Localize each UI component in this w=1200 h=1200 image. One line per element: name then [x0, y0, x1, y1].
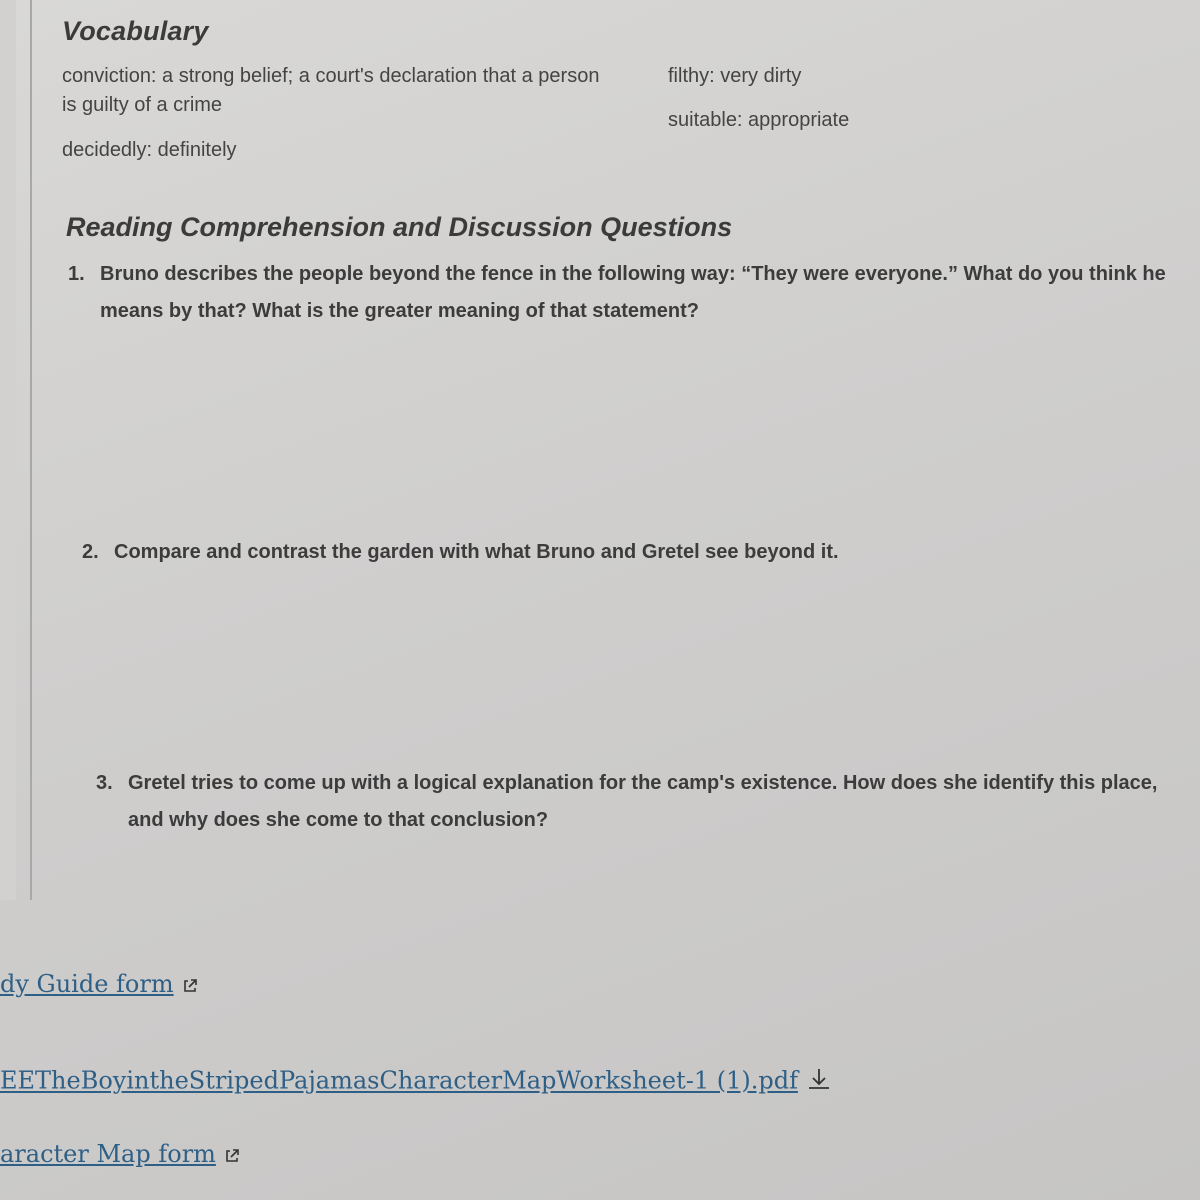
pdf-link-label: EETheBoyintheStripedPajamasCharacterMapWorksheet-1 (1).pdf — [0, 1066, 798, 1095]
document-border — [30, 0, 32, 900]
character-map-form-link[interactable] — [0, 1140, 240, 1170]
external-link-icon — [224, 1142, 240, 1170]
vocabulary-right-column — [668, 62, 1088, 135]
question-text: Bruno describes the people beyond the fence in the following way: “They were everyone.” What do you think he means by that? What is the greater meaning of that statement? — [100, 263, 1166, 322]
character-map-link-label: aracter Map form — [0, 1140, 216, 1168]
download-icon[interactable] — [806, 1066, 832, 1098]
study-guide-form-link[interactable] — [0, 970, 198, 1000]
vocab-entry-filthy: filthy: very dirty — [668, 65, 802, 87]
question-number: 2. — [82, 541, 99, 563]
external-link-icon — [182, 972, 198, 1000]
character-map-pdf-link[interactable] — [0, 1066, 832, 1098]
vocabulary-left-column — [62, 62, 602, 165]
vocab-entry-suitable: suitable: appropriate — [668, 109, 850, 131]
question-1 — [68, 256, 1178, 330]
question-2 — [82, 534, 982, 571]
question-number: 3. — [96, 772, 113, 794]
question-3 — [96, 765, 1176, 839]
question-text: Gretel tries to come up with a logical explanation for the camp's existence. How does she identify this place, and why does she come to that conclusion? — [128, 772, 1158, 831]
reading-comprehension-heading: Reading Comprehension and Discussion Questions — [66, 212, 733, 242]
question-number: 1. — [68, 263, 85, 285]
vocab-entry-conviction: conviction: a strong belief; a court's declaration that a person is guilty of a crime — [62, 65, 600, 116]
vocab-entry-decidedly: decidedly: definitely — [62, 139, 237, 161]
question-text: Compare and contrast the garden with what Bruno and Gretel see beyond it. — [114, 541, 839, 563]
vocabulary-heading: Vocabulary — [62, 16, 209, 46]
study-guide-link-label: dy Guide form — [0, 970, 174, 998]
